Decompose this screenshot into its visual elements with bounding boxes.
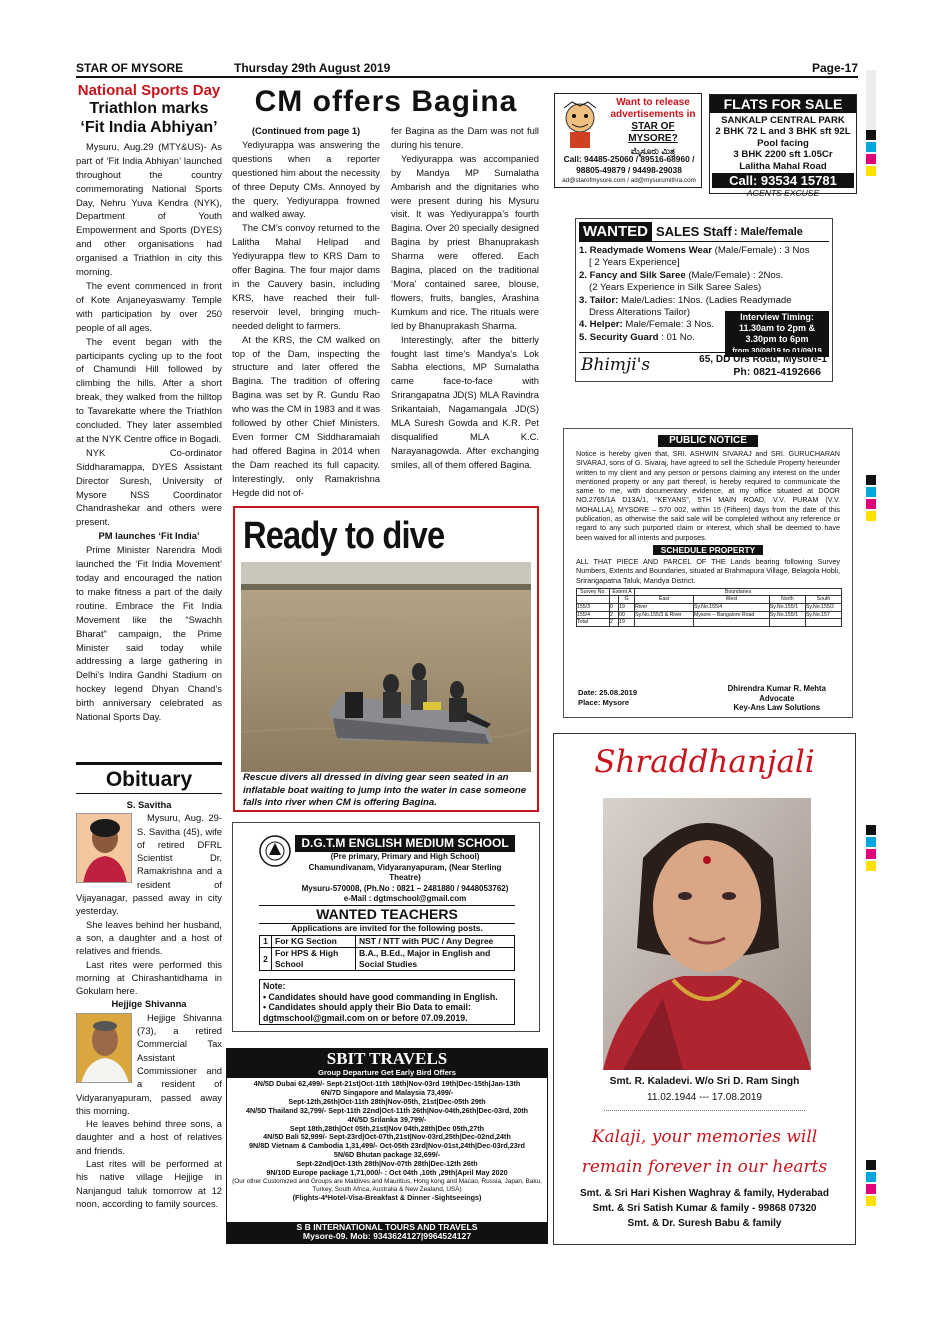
job-item: Dress Alterations Tailor) bbox=[589, 307, 691, 319]
travels-footer: Mysore-09. Mob: 9343624127|9964524127 bbox=[302, 1231, 472, 1242]
school-email: e-Mail : dgtmschool@gmail.com bbox=[343, 894, 467, 903]
memorial-from: Smt. & Dr. Suresh Babu & family bbox=[627, 1218, 782, 1229]
obituary-name: S. Savitha bbox=[126, 799, 172, 810]
schedule-table: Survey No. Extent A Boundaries G East West North South 155/3 0 19 River Sy.No.155/4 Sy.No.155/1 Sy.No.155/2 155/4 2 00 Sy.No.155/3 & River Mysore – Bangalore Road Sy.No.155/1 Sy.No.157 Total 2 19 bbox=[576, 588, 842, 627]
triathlon-headline-2: ‘Fit India Abhiyan’ bbox=[80, 118, 218, 136]
portrait-photo bbox=[603, 798, 811, 1070]
cm-para: Interestingly, after the bitterly fought last time’s Mandya’s Lok Sabha elections, MP Sumalatha came face-to-face with Srirangapatna JD(S) MLA Ravindra Srikantaiah, Nagamangala JD(S) MLA Suresh Gowda and K.R. Pet disqualified MLA K.C. Narayanagowda. After exchanging smiles, all of them offered Bagina. bbox=[391, 333, 539, 470]
flats-line: Lalitha Mahal Road bbox=[739, 160, 827, 172]
list-item: 6N/7D Singapore and Malaysia 73,499/- bbox=[320, 1087, 454, 1097]
table-row: Total 2 19 bbox=[577, 619, 842, 627]
ad-sbit-travels bbox=[226, 1048, 548, 1244]
memorial-message: remain forever in our hearts bbox=[581, 1157, 828, 1177]
issue-date: Thursday 29th August 2019 bbox=[234, 61, 391, 75]
bhimjis-logo: Bhimji's bbox=[581, 355, 651, 375]
triathlon-para: NYK Co-ordinator Siddharamappa, DYES Assistant Director Suresh, University of Mysore NSS Coordinator Chandrashekar and others were present. bbox=[76, 446, 222, 528]
school-name: D.G.T.M ENGLISH MEDIUM SCHOOL bbox=[295, 835, 515, 852]
list-item: Sept 18th,28th|Oct 05th,21st|Nov 04th,28th|Dec 05th,27th bbox=[289, 1123, 485, 1133]
job-item: 3. Tailor: Male/Ladies: 1Nos. (Ladies Readymade bbox=[579, 294, 792, 306]
cm-column-1 bbox=[232, 124, 380, 499]
flats-line: 2 BHK 72 L and 3 BHK sft 92L bbox=[715, 126, 851, 138]
ad-dgtm-school bbox=[232, 822, 540, 1032]
flats-line: Pool facing bbox=[757, 137, 809, 149]
cm-para: fer Bagina as the Dam was not full during his tenure. bbox=[391, 125, 539, 150]
cartoon-face-icon bbox=[558, 98, 602, 150]
job-item: 4. Helper: Male/Female: 3 Nos. bbox=[579, 319, 714, 331]
gender-label: : Male/female bbox=[733, 225, 803, 238]
obituary-para: Hejjige Shivanna (73), a retired Commercial Tax Assistant Commissioner and a resident of Vidyaranyapuram, passed away this morning. bbox=[76, 1011, 222, 1116]
obituary-title: Obituary bbox=[105, 768, 193, 791]
school-sub: Mysuru-570008, (Ph.No : 0821 – 2481880 / 9448053762) bbox=[301, 883, 509, 893]
advocate-title: Advocate bbox=[759, 693, 795, 703]
deceased-name: Smt. R. Kaladevi. W/o Sri D. Ram Singh bbox=[609, 1076, 800, 1087]
wanted-label: WANTED bbox=[579, 222, 652, 242]
ad-flats-for-sale bbox=[709, 94, 857, 199]
memorial-from: Smt. & Sri Hari Kishen Waghray & family, Hyderabad bbox=[580, 1188, 829, 1199]
flats-line: 3 BHK 2200 sft 1.05Cr bbox=[733, 149, 833, 161]
list-item: 9N/10D Europe package 1,71,000/- : Oct 04th ,10th ,29th|April May 2020 bbox=[266, 1168, 508, 1178]
photo-caption: Rescue divers all dressed in diving gear seen seated in an inflatable boat waiting to jump into the water in case someone falls into river when CM is offering Bagina. bbox=[243, 772, 527, 809]
ad-line: Want to release bbox=[616, 97, 690, 108]
notice-place: Place: Mysore bbox=[578, 697, 630, 707]
schedule-body: ALL THAT PIECE AND PARCEL OF THE Lands bearing following Survey Numbers, Extents and Boundaries, situated at Brahmapura Village, Belagola Hobli, Srirangapatna Taluk, Mandya District. bbox=[576, 556, 840, 585]
school-sub: Chamundivanam, Vidyaranyapuram, (Near Sterling Theatre) bbox=[308, 862, 502, 882]
travels-name: SBIT TRAVELS bbox=[326, 1049, 448, 1068]
travels-tag: Group Departure Get Early Bird Offers bbox=[318, 1068, 456, 1077]
cm-para: At the KRS, the CM walked on top of the Dam, inspecting the structure and later offered the Bagina. The tradition of offering Bagina was set by R. Gundu Rao who was the CM in 1983 and it was followed by other Chief Ministers. Even former CM Siddharamaiah had offered Bagina in 2014 when the Dam reached its full capacity. Interestingly, only Ramakrishna Hegde did not of- bbox=[232, 333, 380, 498]
obituary-photo-savitha bbox=[76, 813, 132, 883]
cm-para: The CM’s convoy returned to the Lalitha Mahal Helipad and Yediyurappa flew to KRS Dam to offer Bagina. The four major dams in the Cauvery basin, including KRS, have reached their full-reservoir level, bringing much-needed delight to farmers. bbox=[232, 222, 380, 331]
cm-headline-block bbox=[232, 84, 540, 120]
ad-shraddhanjali bbox=[553, 733, 856, 1245]
list-item: (Our other Customized and Groups are Maldives and Mauritius, Hong kong and Macao, Russia, Japan, Baku, Turkey, South Africa, Australia & New Zealand, USA) bbox=[232, 1177, 542, 1193]
triathlon-para: The event began with the participants cycling up to the foot of Chamundi Hill followed by climbing the hills. After a short break, they walked from the hilltop to Tavarekatte where the Triathlon concluded. They later assembled at the NYK Centre office in Bogadi. bbox=[76, 335, 222, 444]
obituary-para: He leaves behind three sons, a daughter and a host of relatives and friends. bbox=[76, 1118, 222, 1156]
rescue-boat-photo bbox=[241, 562, 531, 772]
ad-kannada-name: ಮೈಸೂರು ಮಿತ್ರ bbox=[630, 146, 676, 156]
triathlon-kicker: National Sports Day bbox=[77, 82, 221, 99]
deceased-dates: 11.02.1944 --- 17.08.2019 bbox=[647, 1092, 762, 1103]
list-item: 4N/5D Dubai 62,499/- Sept-21st|Oct-11th 18th|Nov-03rd 19th|Dec-15th|Jan-13th bbox=[253, 1079, 521, 1088]
memorial-from: Smt. & Sri Satish Kumar & family - 99868 07320 bbox=[592, 1203, 817, 1214]
flats-note: AGENTS EXCUSE bbox=[746, 188, 820, 199]
shraddhanjali-title: Shraddhanjali bbox=[594, 744, 815, 780]
cm-headline: CM offers Bagina bbox=[254, 85, 518, 118]
list-item: 5N/6D Bhutan package 32,699/- bbox=[333, 1150, 441, 1160]
sales-staff-label: SALES Staff bbox=[656, 224, 732, 239]
job-item: 1. Readymade Womens Wear (Male/Female) : 3 Nos bbox=[579, 245, 810, 256]
cm-para: Yediyurappa was answering the questions when a reporter questioned him about the necessity of three Deputy CMs. Annoyed by the query, Yediyurappa frowned and walked away. bbox=[232, 138, 380, 220]
flats-title: FLATS FOR SALE bbox=[710, 95, 856, 113]
school-note-title: Note: bbox=[263, 981, 286, 991]
ad-bhimjis bbox=[575, 218, 833, 382]
advocate-name: Dhirendra Kumar R. Mehta bbox=[727, 684, 826, 694]
teacher-posts-table bbox=[259, 935, 515, 971]
public-notice bbox=[563, 428, 853, 718]
photo-headline: Ready to dive bbox=[243, 515, 445, 557]
ready-to-dive-feature bbox=[233, 506, 539, 812]
paper-name: STAR OF MYSORE bbox=[76, 61, 184, 75]
advocate-firm: Key-Ans Law Solutions bbox=[733, 703, 821, 713]
ad-email: ad@starofmysore.com / ad@mysurumithra.com bbox=[562, 177, 696, 184]
wanted-teachers: WANTED TEACHERS bbox=[259, 905, 515, 924]
list-item: 4N/5D Srilanka 39,799/- bbox=[347, 1114, 427, 1124]
table-row: 155/3 0 19 River Sy.No.155/4 Sy.No.155/1 Sy.No.155/2 bbox=[577, 604, 842, 612]
travels-packages bbox=[227, 1078, 547, 1205]
obituary-header bbox=[76, 762, 222, 794]
table-row: 155/4 2 00 Sy.No.155/3 & River Mysore – Bangalore Road Sy.No.155/1 Sy.No.157 bbox=[577, 611, 842, 619]
page-header bbox=[76, 60, 858, 78]
ad-star-of-mysore bbox=[554, 93, 702, 188]
triathlon-article bbox=[76, 84, 222, 724]
interview-timing: Interview Timing: 11.30am to 2pm & 3.30pm to 6pm from 30/08/19 to 01/09/19 bbox=[725, 311, 829, 357]
triathlon-para: The event commenced in front of Kote Anjaneyaswamy Temple with participation by over 250 people of all ages. bbox=[76, 279, 222, 333]
schedule-title: SCHEDULE PROPERTY bbox=[653, 545, 763, 555]
list-item: (Flights-4*Hotel-Visa-Breakfast & Dinner -Sightseeings) bbox=[292, 1192, 482, 1202]
school-crest-icon bbox=[259, 835, 291, 867]
school-sub: (Pre primary, Primary and High School) bbox=[330, 852, 480, 861]
list-item: 9N/8D Vietnam & Cambodia 1,31,499/- Oct-05th 23rd|Nov-01st,24th|Dec-03rd,23rd bbox=[249, 1141, 525, 1151]
triathlon-para: Prime Minister Narendra Modi launched the ‘Fit India Movement’ today and encouraged the nation to make fitness a part of the daily routine. Embrace the Fit India Movement like the “Swachh Bharat” campaign, the Prime Minister said today while addressing a large gathering in Delhi’s Indira Gandhi Stadium on hockey legend Dhyan Chand’s birth anniversary celebrated as National Sports Day. bbox=[76, 544, 222, 723]
cm-para: Yediyurappa was accompanied by Mandya MP Sumalatha Ambarish and the dignitaries who were present during his Mysuru visit. It was Yediyurappa’s fourth Bagina. Over 20 specially designed Bagina by priest Bhanuprakash Sharma were offered. Each Bagina, placed on the traditional ‘Mora’ contained saree, blouse, flowers, fruits, bangles, Arashina Kumkum and rice. The rituals were led by Bhanuprakash Sharma. bbox=[391, 152, 539, 331]
flats-call: Call: 93534 15781 bbox=[712, 173, 854, 188]
notice-body: Notice is hereby given that, SRI. ASHWIN SIVARAJ and SRI. GURUCHARAN SIVARAJ, sons of G. Sivaraj, have agreed to sell the Schedule Property hereunder written to my client and any person or persons claiming any interest on the under mentioned property or any part thereof, is hereby required to communicate the same to me, with documentary evidence, at my office situated at DOOR NO.2765/1A D13A/1, “KEYANS”, 5TH MAIN ROAD, V.V. PURAM (V.V. MOHALLA), MYSORE – 570 002, within 15 (Fifteen) days from the date of this publication, as otherwise the said sale will be completed without any reference or regard to any such purported claim or interest, which shall be deemed to have been waived for all intents and purposes. bbox=[576, 449, 840, 542]
ad-line: advertisements in bbox=[610, 109, 696, 120]
table-row: 2 For HPS & High School B.A., B.Ed., Major in English and Social Studies bbox=[260, 948, 515, 971]
triathlon-para: Mysuru, Aug.29 (MTY&US)- As part of ‘Fit India Abhiyan’ launched throughout the country commemorating National Sports Day, Nehru Yuva Kendra (NYK), Department of Youth Empowerment and Sports (DYES) and other organisations had organised a Triathlon in city this morning. bbox=[76, 140, 222, 278]
notice-date: Date: 25.08.2019 bbox=[578, 688, 638, 697]
obituary-list bbox=[76, 798, 222, 1210]
list-item: Sept-12th,26th|Oct-11th 28th|Nov-05th, 21st|Dec-05th 29th bbox=[288, 1096, 486, 1106]
cm-column-2 bbox=[391, 124, 539, 472]
obituary-para: Last rites were performed this morning at Chirashantidhama in Gokulam here. bbox=[76, 958, 222, 997]
job-item: 5. Security Guard : 01 No. bbox=[579, 331, 695, 343]
ad-line: STAR OF MYSORE? bbox=[628, 121, 678, 144]
job-item: [ 2 Years Experience] bbox=[589, 257, 680, 269]
flats-line: SANKALP CENTRAL PARK bbox=[721, 115, 845, 126]
obituary-name: Hejjige Shivanna bbox=[111, 998, 187, 1010]
memorial-message: Kalaji, your memories will bbox=[591, 1127, 818, 1147]
triathlon-headline-1: Triathlon marks bbox=[89, 99, 209, 117]
cm-continued: (Continued from page 1) bbox=[251, 125, 361, 136]
obituary-para: Mysuru, Aug. 29- S. Savitha (45), wife of retired DFRL Scientist Dr. Ramakrishna and a resident of Vijayanagar, passed away in city yesterday. bbox=[76, 812, 222, 917]
list-item: 4N/5D Bali 52,999/- Sept-23rd|Oct-07th,21st|Nov-03rd,25th|Dec-02nd,24th bbox=[263, 1132, 511, 1142]
ad-phones: Call: 94485-25060 / 89516-68960 / 98805-49879 / 94498-29038 bbox=[563, 154, 695, 175]
obituary-para: She leaves behind her husband, a son, a daughter and a host of relatives and friends. bbox=[76, 918, 222, 957]
triathlon-subhead: PM launches ‘Fit India’ bbox=[98, 530, 200, 542]
job-item: 2. Fancy and Silk Saree (Male/Female) : 2Nos. bbox=[579, 269, 784, 281]
job-item: (2 Years Experience in Silk Saree Sales) bbox=[589, 282, 762, 294]
list-item: Sept-22nd|Oct-13th 28th|Nov-07th 28th|Dec-12th 26th bbox=[296, 1159, 478, 1169]
school-note: • Candidates should have good commanding in English. bbox=[263, 991, 498, 1002]
notice-title: PUBLIC NOTICE bbox=[658, 435, 758, 447]
page-number: Page-17 bbox=[811, 61, 858, 75]
school-invite: Applications are invited for the following posts. bbox=[291, 923, 483, 933]
list-item: 4N/5D Thailand 32,799/- Sept-11th 22nd|Oct-11th 26th|Nov-04th,26th|Dec-03rd, 20th bbox=[245, 1105, 529, 1115]
travels-footer: S B INTERNATIONAL TOURS AND TRAVELS bbox=[296, 1221, 478, 1232]
obituary-photo-shivanna bbox=[76, 1013, 132, 1083]
bhimjis-phone: Ph: 0821-4192666 bbox=[733, 366, 821, 378]
bhimjis-address: 65, DD Urs Road, Mysore-1 bbox=[699, 354, 827, 365]
obituary-para: Last rites will be performed at his native village Hejjige in Nanjangud taluk tomorrow at 12 noon, according to family sources. bbox=[76, 1158, 222, 1209]
table-row: 1 For KG Section NST / NTT with PUC / Any Degree bbox=[260, 936, 515, 948]
school-note: • Candidates should apply their Bio Data to email: dgtmschool@gmail.com on or before 07.09.2019. bbox=[263, 1002, 471, 1023]
